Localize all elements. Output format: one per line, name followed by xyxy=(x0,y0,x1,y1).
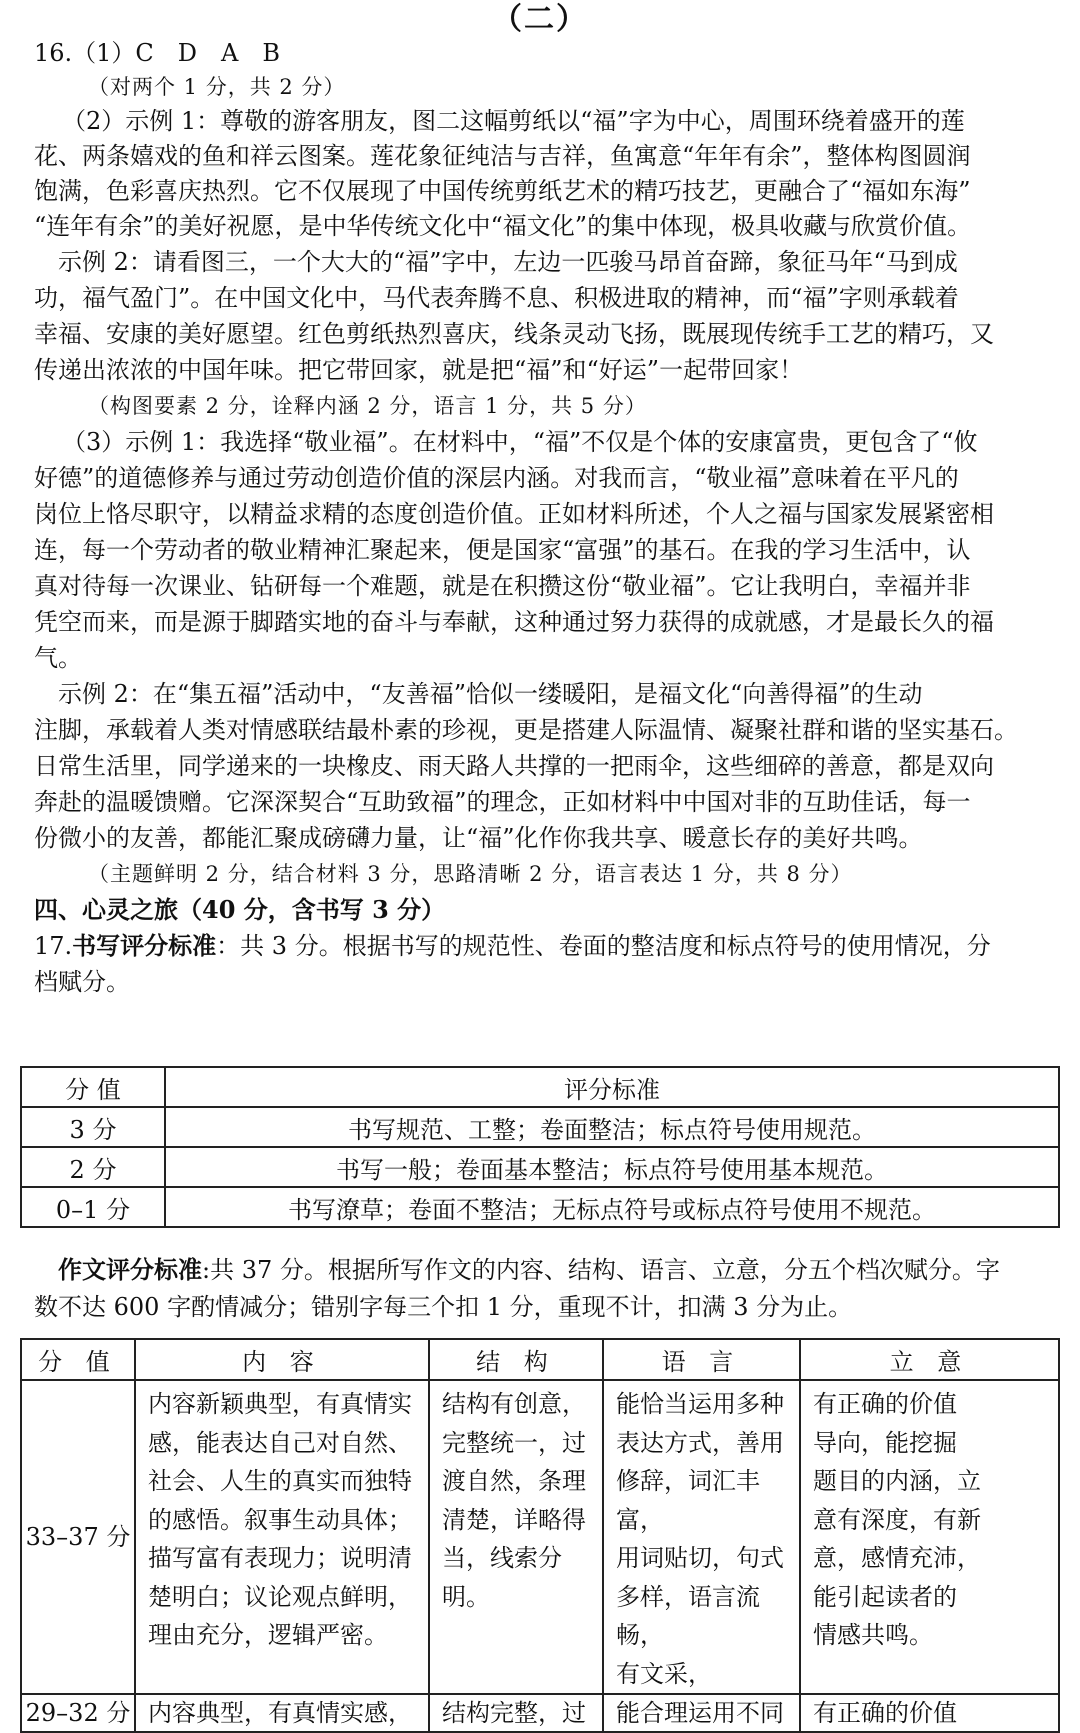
section-title: 四、心灵之旅（40 分，含书写 3 分） xyxy=(34,895,446,924)
cell-line: 多样，语言流畅， xyxy=(616,1582,760,1649)
table-cell: 书写一般；卷面基本整洁；标点符号使用基本规范。 xyxy=(165,1147,1059,1187)
table-cell: 29–32 分 xyxy=(21,1694,135,1732)
q16-part2-line: 幸福、安康的美好愿望。红色剪纸热烈喜庆，线条灵动飞扬，既展现传统手工艺的精巧，又 xyxy=(34,320,994,348)
table-header: 结 构 xyxy=(429,1339,603,1380)
cell-line: 感，能表达自己对自然、 xyxy=(148,1428,412,1457)
table-header: 分 值 xyxy=(21,1067,165,1107)
q16-part2-line: 功，福气盈门”。在中国文化中，马代表奔腾不息、积极进取的精神，而“福”字则承载着 xyxy=(34,284,959,312)
cell-line: 情感共鸣。 xyxy=(813,1621,933,1649)
q16-part2-line: 传递出浓浓的中国年味。把它带回家，就是把“福”和“好运”一起带回家！ xyxy=(34,356,804,384)
cell-line: 有文采， xyxy=(616,1659,712,1688)
table-header: 评分标准 xyxy=(165,1067,1059,1107)
table-row xyxy=(21,1147,1059,1187)
essay-text-cont: 数不达 600 字酌情减分；错别字每三个扣 1 分，重现不计，扣满 3 分为止。 xyxy=(34,1293,853,1321)
table-row xyxy=(21,1107,1059,1147)
table-cell xyxy=(429,1380,603,1694)
q16-part2-line: （2）示例 1：尊敬的游客朋友，图二这幅剪纸以“福”字为中心，周围环绕着盛开的莲 xyxy=(62,107,965,135)
cell-line: 有正确的价值 xyxy=(813,1390,957,1418)
q16-part3-line: 连，每一个劳动者的敬业精神汇聚起来，便是国家“富强”的基石。在我的学习生活中，认 xyxy=(34,536,971,564)
table-cell: 能合理运用不同 xyxy=(603,1694,800,1732)
cell-line: 渡自然，条理 xyxy=(442,1467,586,1495)
q16-part3-line: 真对待每一次课业、钻研每一个难题，就是在积攒这份“敬业福”。它让我明白，幸福并非 xyxy=(34,572,971,600)
cell-line: 修辞，词汇丰富， xyxy=(616,1467,760,1534)
essay-text: :共 37 分。根据所写作文的内容、结构、语言、立意，分五个档次赋分。字 xyxy=(202,1256,1000,1284)
cell-line: 意，感情充沛， xyxy=(813,1544,981,1572)
cell-line: 能恰当运用多种 xyxy=(616,1390,784,1418)
q16-part3-line: 示例 2：在“集五福”活动中，“友善福”恰似一缕暖阳，是福文化“向善得福”的生动 xyxy=(58,680,923,708)
table-cell: 33–37 分 xyxy=(21,1380,135,1694)
page-heading: （二） xyxy=(492,2,588,37)
cell-line: 楚明白；议论观点鲜明， xyxy=(148,1582,412,1611)
table-cell: 3 分 xyxy=(21,1107,165,1147)
cell-line: 完整统一，过 xyxy=(442,1428,586,1457)
cell-line: 题目的内涵，立 xyxy=(813,1467,981,1495)
q16-part1-answer: 16.（1）C D A B xyxy=(34,39,281,67)
q16-part1-score: （对两个 1 分，共 2 分） xyxy=(88,75,346,99)
cell-line: 内容新颖典型，有真情实 xyxy=(148,1390,412,1418)
q16-part3-line: 凭空而来，而是源于脚踏实地的奋斗与奉献，这种通过努力获得的成就感，才是最长久的福 xyxy=(34,608,994,636)
q16-part3-line: （3）示例 1：我选择“敬业福”。在材料中，“福”不仅是个体的安康富贵，更包含了“攸 xyxy=(62,428,978,456)
q16-part2-line: 花、两条嬉戏的鱼和祥云图案。莲花象征纯洁与吉祥，鱼寓意“年年有余”，整体构图圆润 xyxy=(34,142,971,170)
q16-part2-score: （构图要素 2 分，诠释内涵 2 分，语言 1 分，共 5 分） xyxy=(88,394,647,418)
cell-line: 意有深度，有新 xyxy=(813,1505,981,1534)
table-cell: 2 分 xyxy=(21,1147,165,1187)
table-cell: 有正确的价值 xyxy=(800,1694,1059,1732)
essay-score-table xyxy=(20,1338,1060,1733)
cell-line: 清楚，详略得 xyxy=(442,1505,586,1534)
cell-line: 描写富有表现力；说明清 xyxy=(148,1544,412,1572)
cell-line: 能引起读者的 xyxy=(813,1582,957,1611)
cell-line: 社会、人生的真实而独特 xyxy=(148,1467,412,1495)
table-cell xyxy=(135,1380,429,1694)
cell-line: 当，线索分明。 xyxy=(442,1544,562,1611)
q16-part2-line: 饱满，色彩喜庆热烈。它不仅展现了中国传统剪纸艺术的精巧技艺，更融合了“福如东海” xyxy=(34,177,971,205)
table-header: 语 言 xyxy=(603,1339,800,1380)
cell-line: 用词贴切，句式 xyxy=(616,1544,784,1572)
q16-part3-line: 好德”的道德修养与通过劳动创造价值的深层内涵。对我而言，“敬业福”意味着在平凡的 xyxy=(34,464,959,492)
q17-intro xyxy=(34,929,991,963)
q16-part3-line: 日常生活里，同学递来的一块橡皮、雨天路人共撑的一把雨伞，这些细碎的善意，都是双向 xyxy=(34,752,994,780)
cell-line: 的感悟。叙事生动具体； xyxy=(148,1505,412,1534)
table-header: 内 容 xyxy=(135,1339,429,1380)
q16-part3-line: 份微小的友善，都能汇聚成磅礴力量，让“福”化作你我共享、暖意长存的美好共鸣。 xyxy=(34,824,923,852)
q16-part3-line: 奔赴的温暖馈赠。它深深契合“互助致福”的理念，正如材料中中国对非的互助佳话，每一 xyxy=(34,788,971,816)
q17-text-cont: 档赋分。 xyxy=(34,968,130,996)
cell-line: 理由充分，逻辑严密。 xyxy=(148,1621,388,1649)
table-cell: 书写潦草；卷面不整洁；无标点符号或标点符号使用不规范。 xyxy=(165,1187,1059,1227)
table-row xyxy=(21,1187,1059,1227)
table-row xyxy=(21,1380,1059,1694)
q16-part3-score: （主题鲜明 2 分，结合材料 3 分，思路清晰 2 分，语言表达 1 分，共 8 分） xyxy=(88,862,853,886)
table-cell: 结构完整，过 xyxy=(429,1694,603,1732)
q16-part3-line: 岗位上恪尽职守，以精益求精的态度创造价值。正如材料所述，个人之福与国家发展紧密相 xyxy=(34,500,994,528)
writing-score-table xyxy=(20,1066,1060,1228)
table-cell xyxy=(800,1380,1059,1694)
q16-part2-line: 示例 2：请看图三，一个大大的“福”字中，左边一匹骏马昂首奋蹄，象征马年“马到成 xyxy=(58,248,958,276)
table-header: 立 意 xyxy=(800,1339,1059,1380)
q17-number: 17. xyxy=(34,932,73,960)
q17-label: 书写评分标准 xyxy=(72,931,217,960)
q16-part3-line: 注脚，承载着人类对情感联结最朴素的珍视，更是搭建人际温情、凝聚社群和谐的坚实基石。 xyxy=(34,716,1018,744)
cell-line: 表达方式，善用 xyxy=(616,1428,784,1457)
table-cell: 内容典型，有真情实感， xyxy=(135,1694,429,1732)
table-header-row xyxy=(21,1339,1059,1380)
table-header-row xyxy=(21,1067,1059,1107)
q16-part2-line: “连年有余”的美好祝愿，是中华传统文化中“福文化”的集中体现，极具收藏与欣赏价值。 xyxy=(34,212,972,240)
cell-line: 结构有创意， xyxy=(442,1390,586,1418)
essay-intro xyxy=(58,1253,1000,1287)
table-cell: 书写规范、工整；卷面整洁；标点符号使用规范。 xyxy=(165,1107,1059,1147)
table-cell: 0–1 分 xyxy=(21,1187,165,1227)
q16-part3-line: 气。 xyxy=(34,644,82,672)
cell-line: 导向，能挖掘 xyxy=(813,1428,957,1457)
table-header: 分 值 xyxy=(21,1339,135,1380)
table-row xyxy=(21,1694,1059,1732)
essay-label: 作文评分标准 xyxy=(58,1255,202,1284)
q17-text: ：共 3 分。根据书写的规范性、卷面的整洁度和标点符号的使用情况，分 xyxy=(216,932,991,960)
table-cell xyxy=(603,1380,800,1694)
